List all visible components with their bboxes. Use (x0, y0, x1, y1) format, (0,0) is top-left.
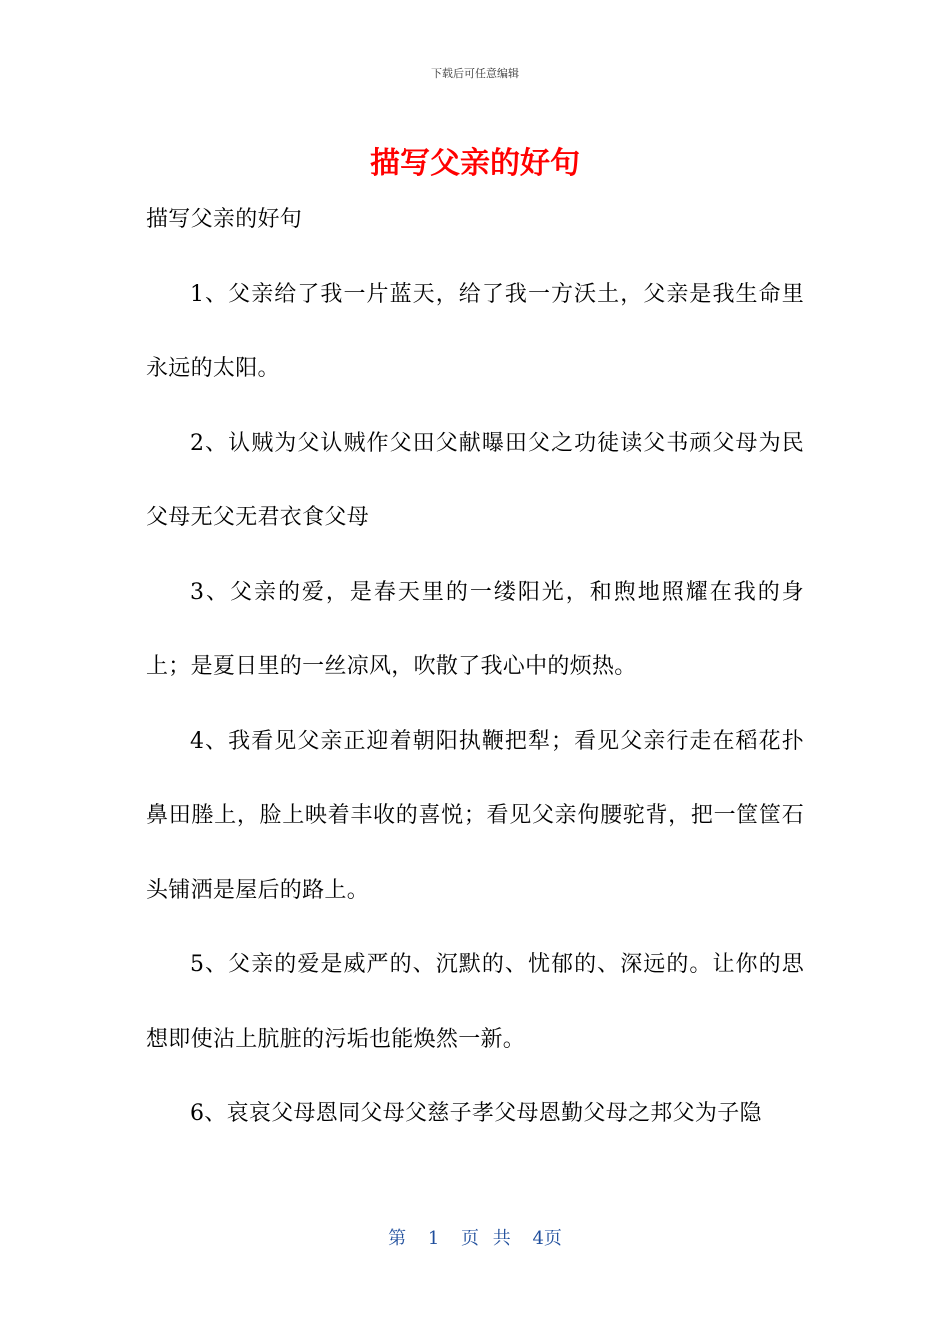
page-number: 1 (427, 1228, 440, 1249)
paragraph-5: 5、父亲的爱是威严的、沉默的、忧郁的、深远的。让你的思想即使沾上肮脏的污垢也能焕然一新。 (146, 952, 804, 1052)
page-prefix: 第 (388, 1228, 407, 1249)
total-pages: 4页 (532, 1228, 562, 1249)
document-body (146, 183, 804, 1152)
header-note: 下载后可任意编辑 (431, 67, 519, 80)
paragraph-2: 2、认贼为父认贼作父田父献曝田父之功徒读父书顽父母为民父母无父无君衣食父母 (146, 430, 804, 530)
paragraph-1: 1、父亲给了我一片蓝天，给了我一方沃土，父亲是我生命里永远的太阳。 (146, 281, 804, 381)
document-title: 描写父亲的好句 (370, 146, 580, 181)
page-footer (0, 1226, 950, 1252)
paragraph-3: 3、父亲的爱，是春天里的一缕阳光，和煦地照耀在我的身上；是夏日里的一丝凉风，吹散了我心中的烦热。 (146, 579, 804, 679)
page-mid: 页 共 (461, 1228, 511, 1249)
paragraph-6: 6、哀哀父母恩同父母父慈子孝父母恩勤父母之邦父为子隐 (190, 1101, 762, 1126)
paragraph-4: 4、我看见父亲正迎着朝阳执鞭把犁；看见父亲行走在稻花扑鼻田塍上，脸上映着丰收的喜悦；看见父亲佝腰驼背，把一筐筐石头铺洒是屋后的路上。 (146, 728, 804, 903)
document-subtitle: 描写父亲的好句 (146, 207, 303, 232)
